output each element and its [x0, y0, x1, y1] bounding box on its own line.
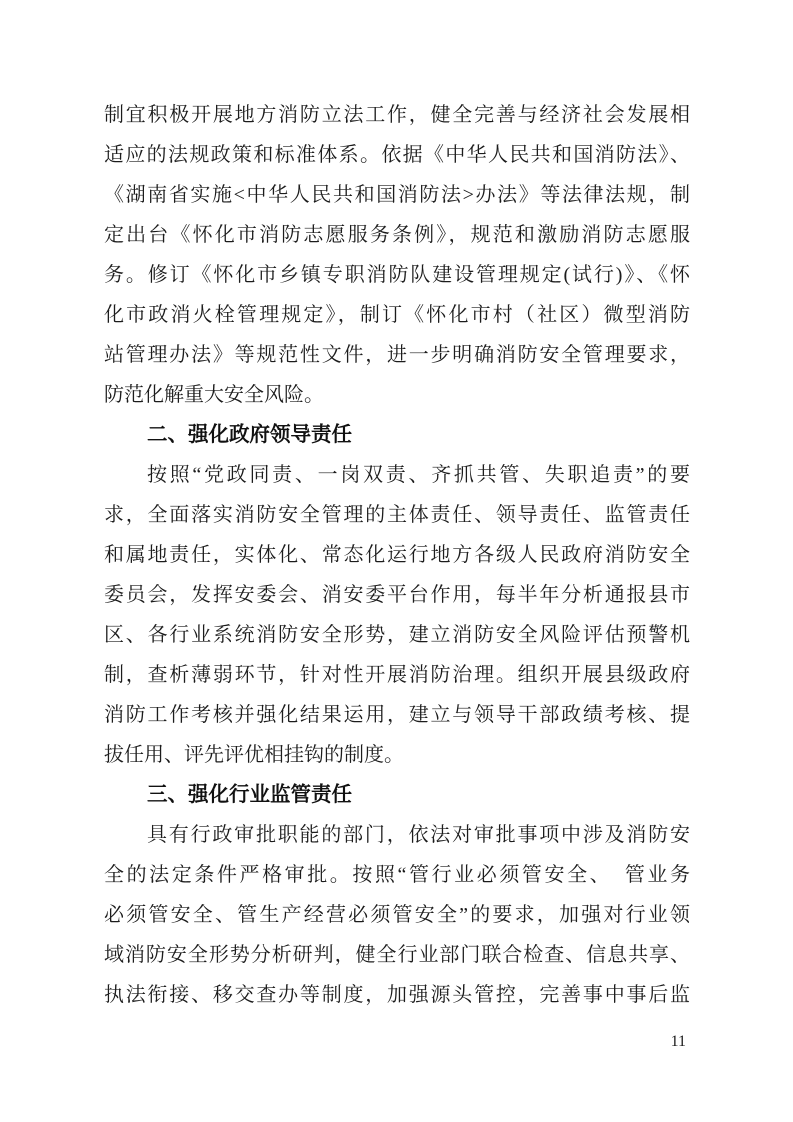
text-line: 全的法定条件严格审批。按照“管行业必须管安全、 管业务	[104, 864, 690, 886]
page-number: 11	[670, 1033, 686, 1050]
text-line: 域消防安全形势分析研判，健全行业部门联合检查、信息共享、	[104, 944, 690, 966]
text-line: 制，查析薄弱环节，针对性开展消防治理。组织开展县级政府	[104, 664, 690, 686]
text-line: 和属地责任，实体化、常态化运行地方各级人民政府消防安全	[104, 544, 690, 566]
text-line: 制宜积极开展地方消防立法工作，健全完善与经济社会发展相	[104, 104, 690, 126]
text-line: 《湖南省实施<中华人民共和国消防法>办法》等法律法规，制	[104, 184, 690, 206]
text-line: 委员会，发挥安委会、消安委平台作用，每半年分析通报县市	[104, 584, 690, 606]
text-line: 化市政消火栓管理规定》，制订《怀化市村（社区）微型消防	[104, 304, 690, 326]
text-line: 拔任用、评先评优相挂钩的制度。	[104, 744, 404, 766]
text-line: 执法衔接、移交查办等制度，加强源头管控，完善事中事后监	[104, 984, 690, 1006]
text-line: 具有行政审批职能的部门，依法对审批事项中涉及消防安	[147, 824, 690, 846]
text-line: 站管理办法》等规范性文件，进一步明确消防安全管理要求，	[104, 344, 690, 366]
section-heading: 二、强化政府领导责任	[147, 423, 352, 446]
document-body	[104, 95, 690, 1015]
text-line: 区、各行业系统消防安全形势，建立消防安全风险评估预警机	[104, 624, 690, 646]
text-line: 防范化解重大安全风险。	[104, 384, 324, 406]
text-line: 按照“党政同责、一岗双责、齐抓共管、失职追责”的要	[147, 464, 690, 486]
text-line: 适应的法规政策和标准体系。依据《中华人民共和国消防法》、	[104, 144, 690, 166]
text-line: 定出台《怀化市消防志愿服务条例》，规范和激励消防志愿服	[104, 224, 690, 246]
text-line: 务。修订《怀化市乡镇专职消防队建设管理规定(试行)》、《怀	[104, 264, 690, 286]
text-line: 必须管安全、管生产经营必须管安全”的要求，加强对行业领	[104, 904, 690, 926]
section-heading: 三、强化行业监管责任	[147, 783, 352, 806]
text-line: 求，全面落实消防安全管理的主体责任、领导责任、监管责任	[104, 504, 690, 526]
text-line: 消防工作考核并强化结果运用，建立与领导干部政绩考核、提	[104, 704, 690, 726]
